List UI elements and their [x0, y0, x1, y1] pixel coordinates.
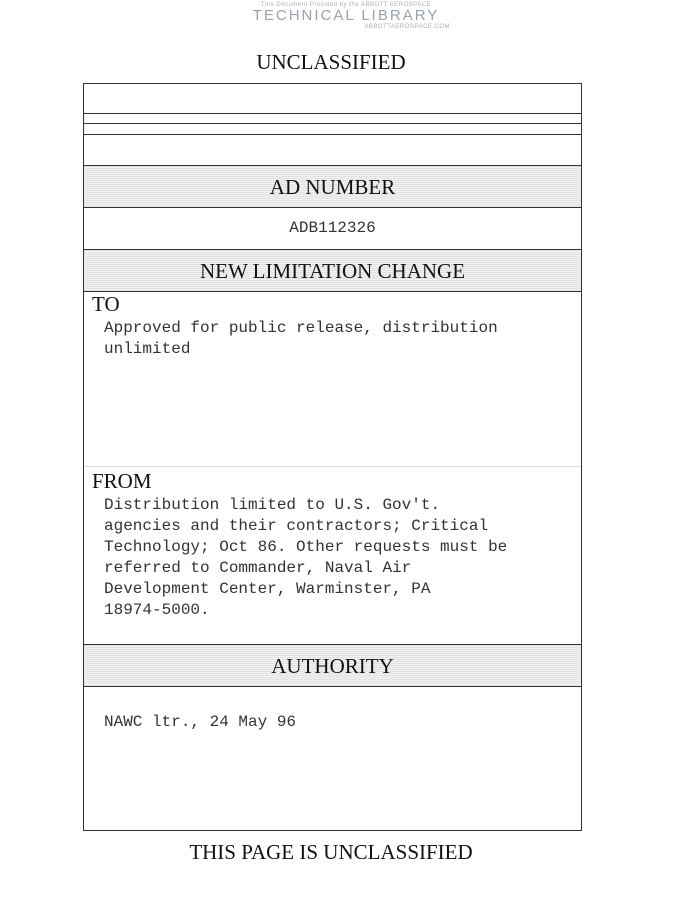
- authority-text: NAWC ltr., 24 May 96: [104, 713, 297, 731]
- classification-footer: THIS PAGE IS UNCLASSIFIED: [189, 840, 473, 864]
- divider: [84, 466, 581, 467]
- ad-number-header: AD NUMBER: [84, 165, 581, 208]
- divider: [84, 113, 581, 114]
- from-text: Distribution limited to U.S. Gov't. agencies and their contractors; Critical Technology; Oct 86. Other requests must be referred to Commander, Naval Air Development Center, Warminster, PA 18974-5000.: [104, 496, 508, 619]
- watermark-line1: This Document Provided by the ABBOTT AEROSPACE: [260, 2, 432, 8]
- from-label: FROM: [92, 469, 152, 493]
- authority-header: AUTHORITY: [84, 644, 581, 687]
- limitation-header: NEW LIMITATION CHANGE: [84, 249, 581, 292]
- to-text: Approved for public release, distribution unlimited: [104, 319, 498, 358]
- form-box: [83, 83, 582, 831]
- to-label: TO: [92, 292, 120, 316]
- watermark-logo: [236, 2, 456, 30]
- divider: [84, 134, 581, 135]
- classification-header: UNCLASSIFIED: [256, 50, 406, 74]
- watermark-line3: ABBOTTAEROSPACE.COM: [364, 24, 450, 30]
- watermark-line2: TECHNICAL LIBRARY: [252, 7, 440, 24]
- ad-number-value: ADB112326: [289, 219, 376, 237]
- divider: [84, 123, 581, 124]
